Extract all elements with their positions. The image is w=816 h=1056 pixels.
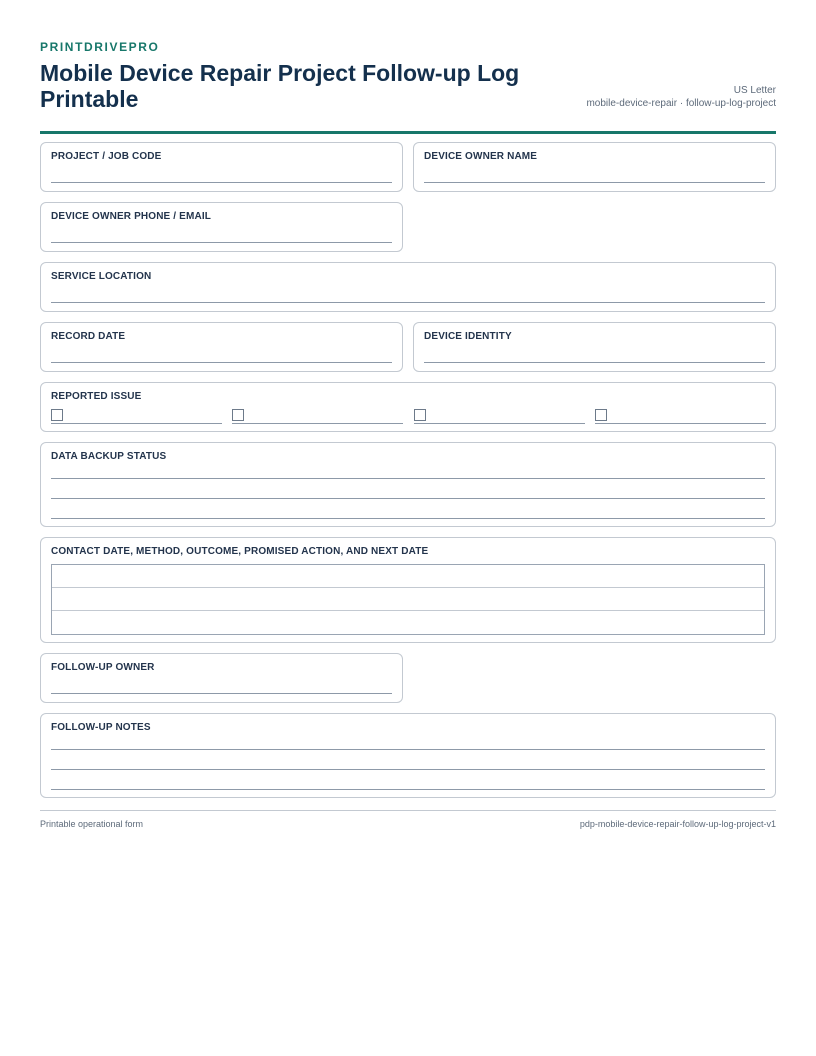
data-backup-line-1[interactable] bbox=[51, 478, 765, 479]
form-page bbox=[40, 40, 776, 134]
service-location-label: SERVICE LOCATION bbox=[51, 271, 152, 282]
followup-owner-field[interactable] bbox=[40, 653, 403, 703]
issue-option-4[interactable] bbox=[595, 409, 766, 424]
service-location-input-line[interactable] bbox=[51, 302, 765, 303]
contact-log-label: CONTACT DATE, METHOD, OUTCOME, PROMISED ACTION, AND NEXT DATE bbox=[51, 546, 429, 557]
owner-contact-field[interactable] bbox=[40, 202, 403, 252]
followup-notes-line-2[interactable] bbox=[51, 769, 765, 770]
owner-contact-label: DEVICE OWNER PHONE / EMAIL bbox=[51, 211, 212, 222]
issue-option-1[interactable] bbox=[51, 409, 222, 424]
project-code-input-line[interactable] bbox=[51, 182, 392, 183]
project-code-label: PROJECT / JOB CODE bbox=[51, 151, 162, 162]
table-row[interactable] bbox=[52, 565, 764, 588]
issue-option-3[interactable] bbox=[414, 409, 585, 424]
checkbox[interactable] bbox=[51, 409, 63, 421]
page-title: Mobile Device Repair Project Follow-up Log Printable bbox=[40, 60, 520, 112]
data-backup-label: DATA BACKUP STATUS bbox=[51, 451, 167, 462]
followup-owner-input-line[interactable] bbox=[51, 693, 392, 694]
form-slug: mobile-device-repair · follow-up-log-project bbox=[586, 98, 776, 109]
brand-name: PRINTDRIVEPRO bbox=[40, 40, 160, 54]
contact-log-field bbox=[40, 537, 776, 643]
record-date-field[interactable] bbox=[40, 322, 403, 372]
followup-owner-label: FOLLOW-UP OWNER bbox=[51, 662, 155, 673]
checkbox[interactable] bbox=[232, 409, 244, 421]
owner-contact-input-line[interactable] bbox=[51, 242, 392, 243]
footer-form-id: pdp-mobile-device-repair-follow-up-log-project-v1 bbox=[579, 819, 776, 829]
service-location-field[interactable] bbox=[40, 262, 776, 312]
checkbox[interactable] bbox=[595, 409, 607, 421]
project-code-field[interactable] bbox=[40, 142, 403, 192]
checkbox[interactable] bbox=[414, 409, 426, 421]
owner-name-field[interactable] bbox=[413, 142, 776, 192]
table-row[interactable] bbox=[52, 588, 764, 611]
owner-name-label: DEVICE OWNER NAME bbox=[424, 151, 538, 162]
followup-notes-label: FOLLOW-UP NOTES bbox=[51, 722, 151, 733]
form-header bbox=[40, 54, 776, 134]
reported-issue-label: REPORTED ISSUE bbox=[51, 391, 142, 402]
data-backup-field[interactable] bbox=[40, 442, 776, 527]
contact-log-table bbox=[51, 564, 765, 635]
owner-name-input-line[interactable] bbox=[424, 182, 765, 183]
footer-left-text: Printable operational form bbox=[40, 819, 144, 829]
followup-notes-line-3[interactable] bbox=[51, 789, 765, 790]
paper-size: US Letter bbox=[733, 85, 776, 96]
reported-issue-field bbox=[40, 382, 776, 432]
record-date-label: RECORD DATE bbox=[51, 331, 126, 342]
followup-notes-line-1[interactable] bbox=[51, 749, 765, 750]
followup-notes-field[interactable] bbox=[40, 713, 776, 798]
device-identity-input-line[interactable] bbox=[424, 362, 765, 363]
device-identity-label: DEVICE IDENTITY bbox=[424, 331, 512, 342]
data-backup-line-2[interactable] bbox=[51, 498, 765, 499]
device-identity-field[interactable] bbox=[413, 322, 776, 372]
issue-option-2[interactable] bbox=[232, 409, 403, 424]
page-footer bbox=[40, 810, 776, 829]
data-backup-line-3[interactable] bbox=[51, 518, 765, 519]
record-date-input-line[interactable] bbox=[51, 362, 392, 363]
table-row[interactable] bbox=[52, 611, 764, 634]
header-meta bbox=[586, 84, 776, 110]
